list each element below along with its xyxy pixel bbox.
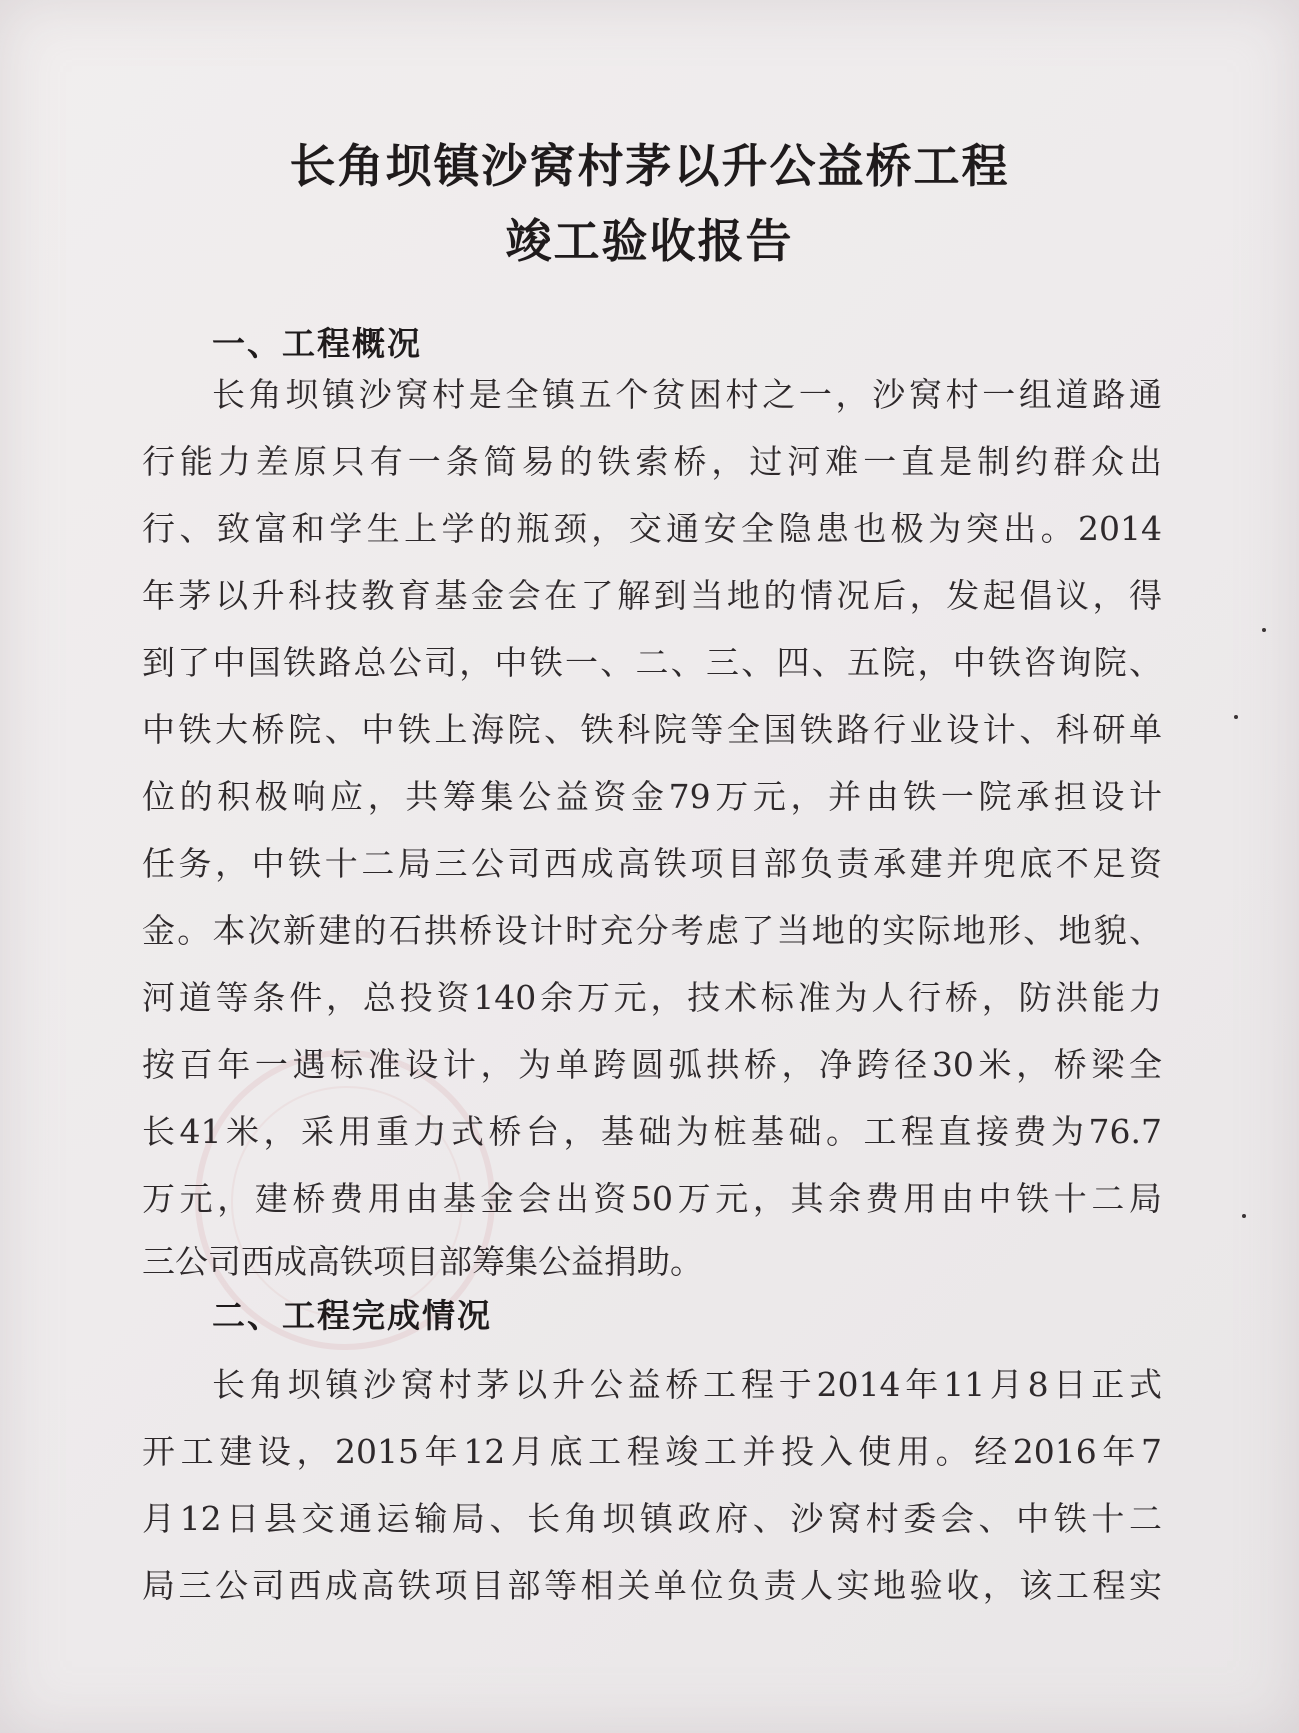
paragraph-line: 河道等条件，总投资140余万元，技术标准为人行桥，防洪能力 — [142, 978, 1162, 1017]
section-heading-completion: 二、工程完成情况 — [212, 1296, 492, 1335]
paragraph-line: 金。本次新建的石拱桥设计时充分考虑了当地的实际地形、地貌、 — [142, 911, 1162, 950]
paragraph-line: 局三公司西成高铁项目部等相关单位负责人实地验收，该工程实 — [142, 1566, 1162, 1605]
binding-hole-mark — [1262, 628, 1266, 632]
paragraph-line: 按百年一遇标准设计，为单跨圆弧拱桥，净跨径30米，桥梁全 — [142, 1045, 1162, 1084]
paragraph-line: 中铁大桥院、中铁上海院、铁科院等全国铁路行业设计、科研单 — [142, 710, 1162, 749]
paragraph-line: 开工建设，2015年12月底工程竣工并投入使用。经2016年7 — [142, 1432, 1162, 1471]
paragraph-line: 行能力差原只有一条简易的铁索桥，过河难一直是制约群众出 — [142, 442, 1162, 481]
paragraph-line: 位的积极响应，共筹集公益资金79万元，并由铁一院承担设计 — [142, 777, 1162, 816]
document-title: 长角坝镇沙窝村茅以升公益桥工程 — [289, 139, 1010, 193]
paragraph-line: 长41米，采用重力式桥台，基础为桩基础。工程直接费为76.7 — [142, 1112, 1162, 1151]
document-subtitle: 竣工验收报告 — [505, 214, 794, 268]
paragraph-line: 到了中国铁路总公司，中铁一、二、三、四、五院，中铁咨询院、 — [142, 643, 1162, 682]
paragraph-line: 长角坝镇沙窝村是全镇五个贫困村之一，沙窝村一组道路通 — [212, 375, 1162, 414]
paragraph-line: 行、致富和学生上学的瓶颈，交通安全隐患也极为突出。2014 — [142, 509, 1162, 548]
paragraph-line: 万元，建桥费用由基金会出资50万元，其余费用由中铁十二局 — [142, 1179, 1162, 1218]
paragraph-line: 年茅以升科技教育基金会在了解到当地的情况后，发起倡议，得 — [142, 576, 1162, 615]
paragraph-line: 任务，中铁十二局三公司西成高铁项目部负责承建并兜底不足资 — [142, 844, 1162, 883]
paragraph-line: 三公司西成高铁项目部筹集公益捐助。 — [142, 1242, 703, 1281]
paragraph-line: 月12日县交通运输局、长角坝镇政府、沙窝村委会、中铁十二 — [142, 1499, 1162, 1538]
paragraph-line: 长角坝镇沙窝村茅以升公益桥工程于2014年11月8日正式 — [212, 1365, 1162, 1404]
binding-hole-mark — [1234, 715, 1238, 719]
section-heading-overview: 一、工程概况 — [212, 324, 422, 363]
binding-hole-mark — [1242, 1214, 1246, 1218]
